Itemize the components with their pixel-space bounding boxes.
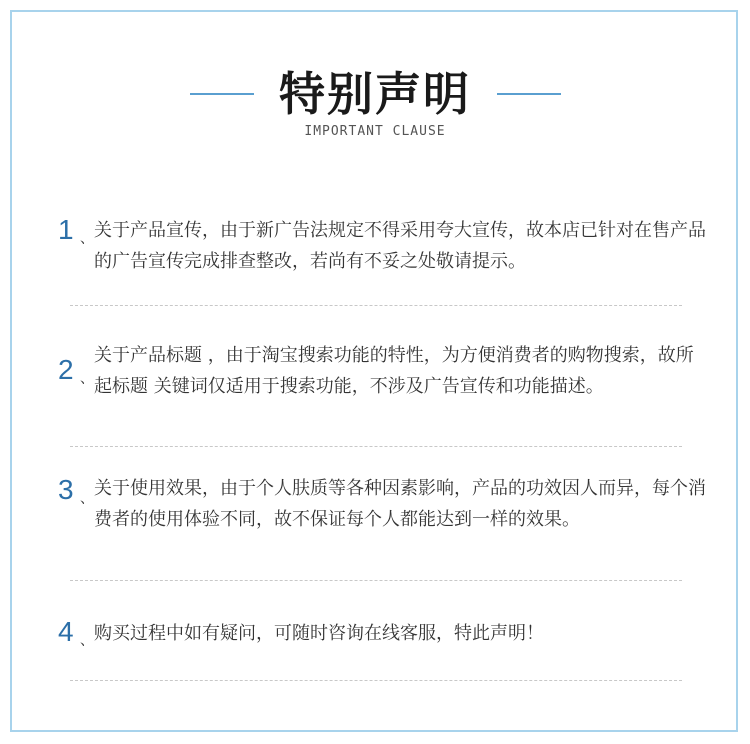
clause-text: 关于产品宣传，由于新广告法规定不得采用夸大宣传，故本店已针对在售产品的广告宣传完成排查整改，若尚有不妥之处敬请提示。 (94, 220, 706, 272)
divider (70, 580, 682, 581)
clause-text: 关于产品标题 ，由于淘宝搜索功能的特性，为方便消费者的购物搜索，故所起标题 关键词仅适用于搜索功能，不涉及广告宣传和功能描述。 (94, 345, 694, 397)
clause-text: 关于使用效果，由于个人肤质等各种因素影响，产品的功效因人而异，每个消费者的使用体验不同，故不保证每个人都能达到一样的效果。 (94, 478, 706, 530)
title-decor-line-right (497, 93, 561, 95)
divider (70, 305, 682, 306)
page-title: 特别声明 (279, 67, 471, 121)
clause-separator: 、 (80, 231, 94, 247)
divider (70, 680, 682, 681)
clause-number: 3 (58, 474, 74, 505)
divider (70, 446, 682, 447)
page-subtitle: IMPORTANT CLAUSE (304, 124, 446, 139)
clause-number: 1 (58, 214, 74, 245)
title-decor-line-left (190, 93, 254, 95)
clause-number: 4 (58, 616, 74, 647)
clause-text: 购买过程中如有疑问，可随时咨询在线客服，特此声明！ (94, 623, 544, 644)
clause-number: 2 (58, 354, 74, 385)
clause-separator: 、 (80, 491, 94, 507)
clause-separator: 、 (80, 371, 94, 387)
header (0, 66, 750, 126)
clause-separator: 、 (80, 633, 94, 649)
